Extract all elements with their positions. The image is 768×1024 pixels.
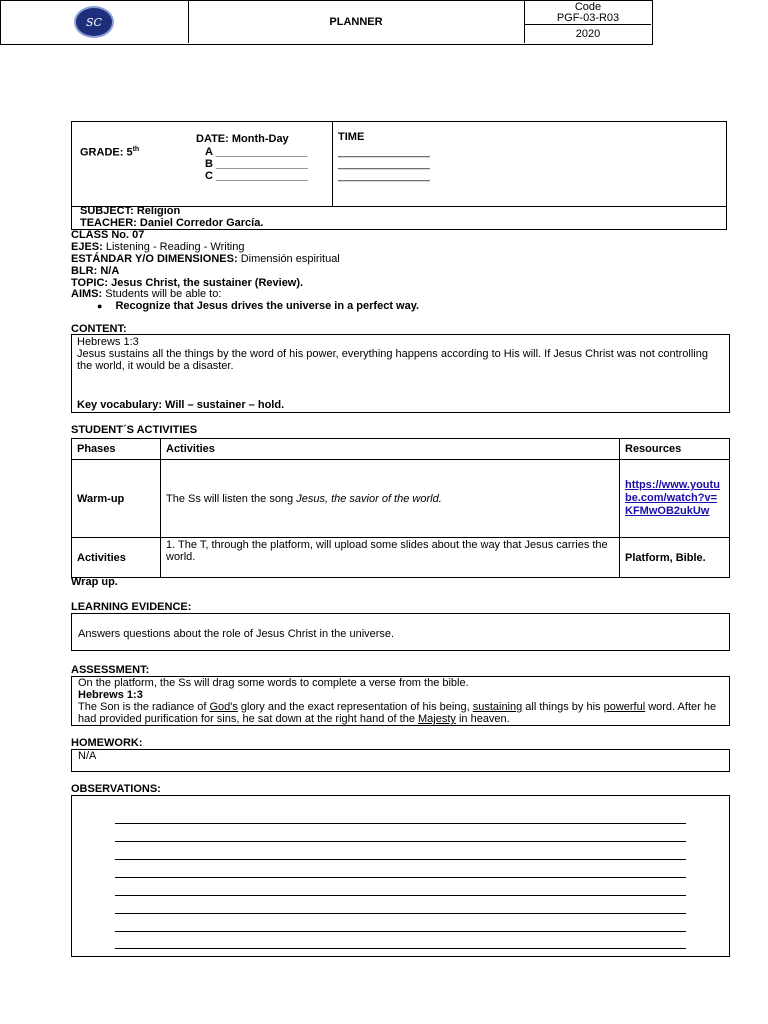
class-number: CLASS No. 07: [71, 229, 145, 241]
assessment-ref: Hebrews 1:3: [78, 689, 143, 701]
wrap-up: Wrap up.: [71, 576, 118, 588]
code-label: Code: [574, 1, 602, 13]
assessment-verse: The Son is the radiance of God's glory and the exact representation of his being, sustaining all things by his powerful word. After he had provided purification for sins, he sat down at the right hand of the Majesty in heaven.: [78, 701, 717, 725]
observations-box: [71, 795, 730, 957]
assessment-label: ASSESSMENT:: [71, 664, 150, 676]
header-phases: Phases: [72, 439, 161, 460]
content-box: [71, 334, 730, 413]
table-row: [72, 538, 730, 578]
date-c: C _______________: [205, 170, 308, 182]
phase-warmup: Warm-up: [72, 460, 161, 538]
table-header-row: [72, 439, 730, 460]
content-ref: Hebrews 1:3: [77, 336, 139, 348]
ejes-line: EJES: Listening - Reading - Writing: [71, 241, 245, 253]
aim-item-1: ● Recognize that Jesus drives the universe in a perfect way.: [97, 300, 420, 312]
evidence-box: [71, 613, 730, 651]
content-label: CONTENT:: [71, 323, 127, 335]
homework-value: N/A: [78, 750, 97, 762]
key-vocabulary: Key vocabulary: Will – sustainer – hold.: [77, 399, 285, 411]
activity-resource: Platform, Bible.: [620, 538, 730, 578]
assessment-instruction: On the platform, the Ss will drag some words to complete a verse from the bible.: [78, 677, 469, 689]
document-header: [0, 0, 653, 45]
evidence-label: LEARNING EVIDENCE:: [71, 601, 192, 613]
estandar-line: ESTÁNDAR Y/O DIMENSIONES: Dimensión espiritual: [71, 253, 340, 265]
warmup-resource-cell: [620, 460, 730, 538]
teacher-line: TEACHER: Daniel Corredor García.: [80, 217, 264, 229]
observations-label: OBSERVATIONS:: [71, 783, 161, 795]
homework-box: [71, 749, 730, 772]
logo-cell: [0, 0, 189, 43]
evidence-text: Answers questions about the role of Jesus Christ in the universe.: [78, 628, 395, 640]
assessment-box: [71, 676, 730, 726]
observation-line: [115, 913, 686, 914]
subject-line: SUBJECT: Religion: [80, 205, 181, 217]
date-a: A _______________: [205, 146, 308, 158]
year-value: 2020: [575, 28, 601, 40]
grade-label: GRADE: 5th: [80, 146, 140, 159]
topic-line: TOPIC: Jesus Christ, the sustainer (Review).: [71, 277, 304, 289]
phase-activities: Activities: [72, 538, 161, 578]
observation-line: [115, 895, 686, 896]
observation-line: [115, 931, 686, 932]
code-cell: [525, 0, 651, 43]
header-resources: Resources: [620, 439, 730, 460]
homework-label: HOMEWORK:: [71, 737, 143, 749]
time-line-2: _______________: [338, 158, 430, 170]
youtube-link[interactable]: https://www.youtube.com/watch?v=KFMwOB2ukUw: [625, 479, 720, 517]
main-activity: 1. The T, through the platform, will upload some slides about the way that Jesus carries the world.: [161, 538, 620, 578]
observation-line: [115, 859, 686, 860]
activities-label: STUDENT´S ACTIVITIES: [71, 424, 198, 436]
code-value: PGF-03-R03: [556, 12, 620, 24]
time-line-3: _______________: [338, 170, 430, 182]
content-text: Jesus sustains all the things by the word of his power, everything happens according to His will. If Jesus Christ was not controlling the world, it would be a disaster.: [77, 348, 708, 372]
observation-line: [115, 841, 686, 842]
date-b: B _______________: [205, 158, 308, 170]
activities-table: [71, 438, 730, 578]
blr-line: BLR: N/A: [71, 265, 120, 277]
document-title: PLANNER: [188, 0, 525, 43]
time-line-1: _______________: [338, 146, 430, 158]
observation-line: [115, 877, 686, 878]
header-activities: Activities: [161, 439, 620, 460]
date-label: DATE: Month-Day: [196, 133, 289, 145]
school-logo-icon: SC: [74, 6, 114, 38]
table-row: [72, 460, 730, 538]
time-label: TIME: [338, 131, 365, 143]
observation-line: [115, 823, 686, 824]
warmup-activity: The Ss will listen the song Jesus, the savior of the world.: [161, 460, 620, 538]
aims-line: AIMS: Students will be able to:: [71, 288, 222, 300]
observation-line: [115, 948, 686, 949]
bullet-icon: ●: [97, 301, 103, 311]
